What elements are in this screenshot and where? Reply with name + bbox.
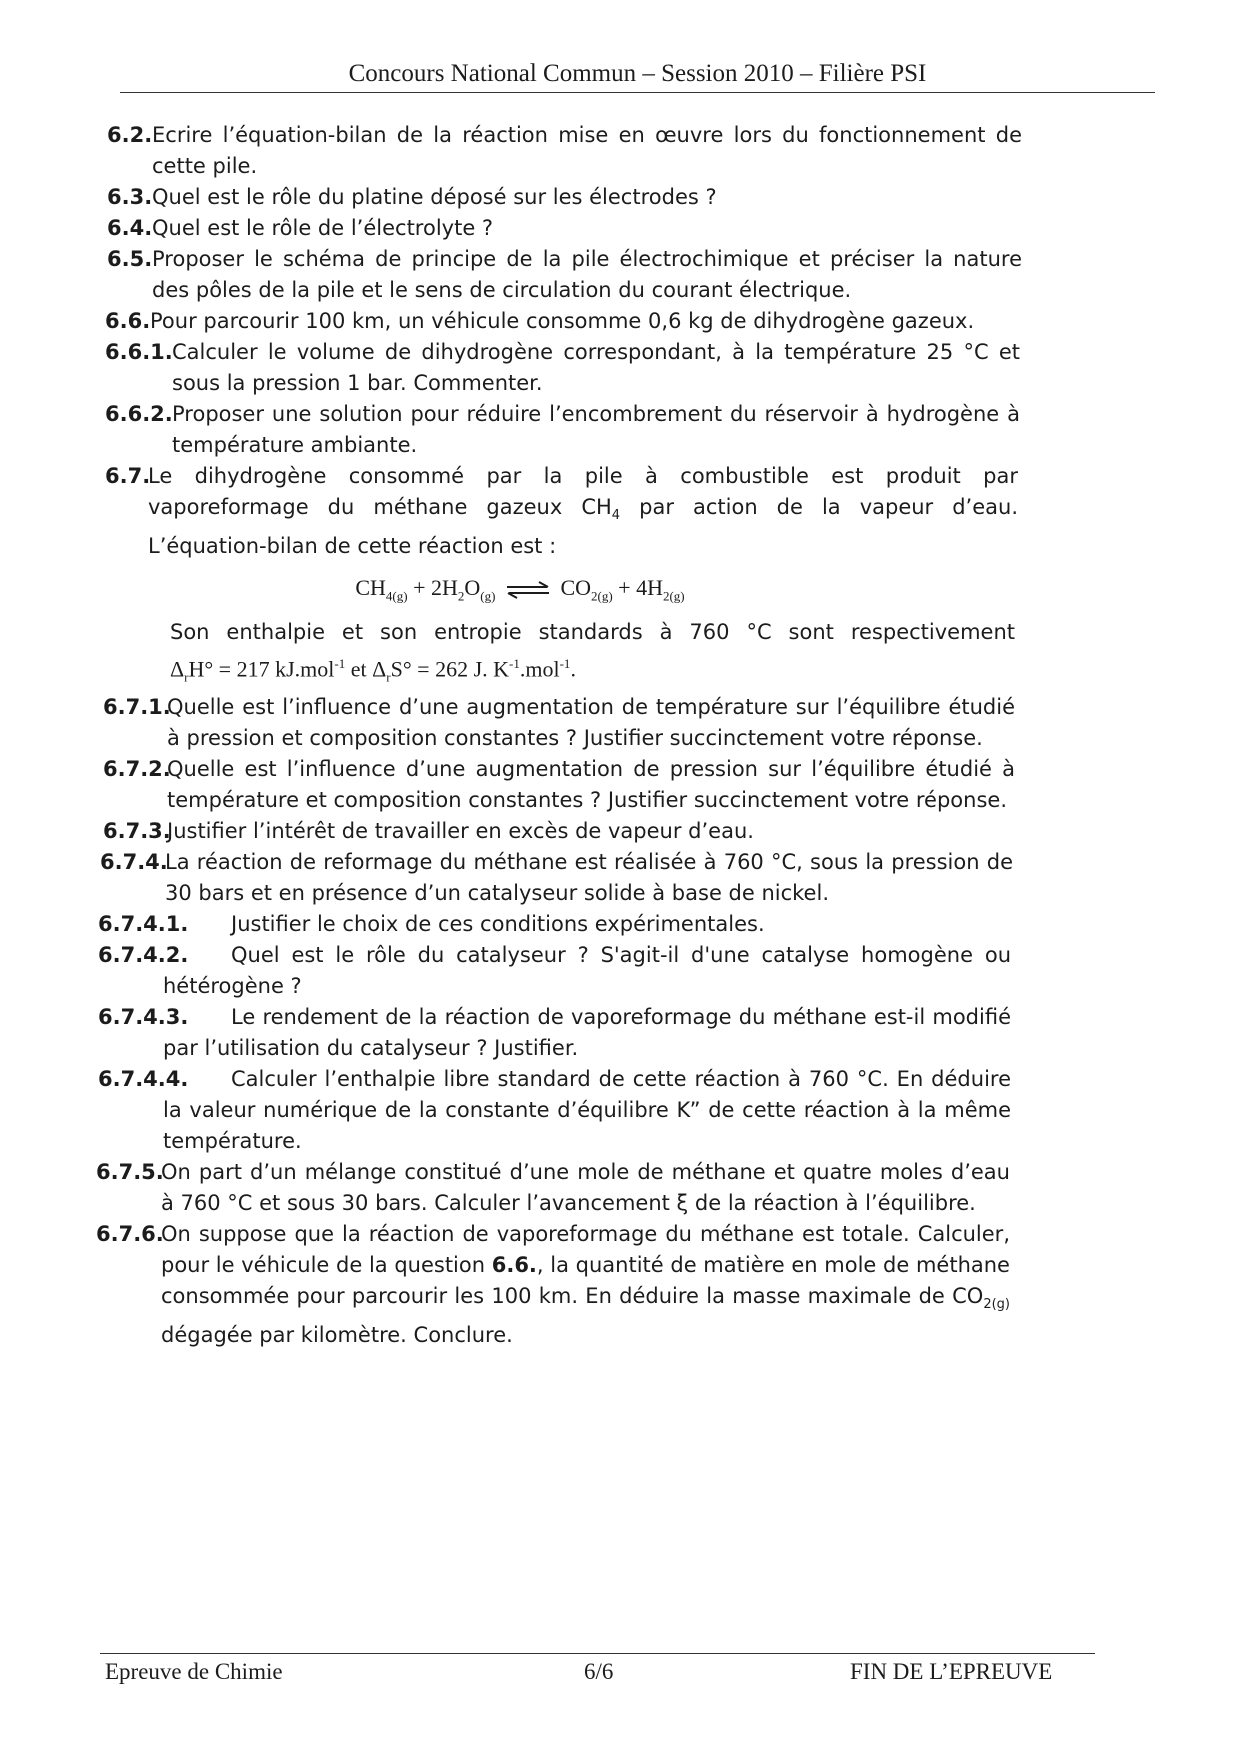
question-text: Quelle est l’influence d’une augmentation de pression sur l’équilibre étudié à température et composition constantes ? Justifier succinctement votre réponse.	[167, 757, 1015, 813]
question-6-7-4-4	[98, 1064, 1011, 1157]
footer-rule	[100, 1653, 1095, 1654]
question-6-7-3	[103, 816, 1015, 847]
question-6-7-5	[96, 1157, 1010, 1219]
question-number: 6.3.	[107, 185, 153, 209]
question-number: 6.7.4.	[100, 850, 168, 875]
question-number: 6.7.4.4.	[98, 1067, 189, 1092]
question-number: 6.7.	[105, 464, 151, 488]
question-text: Justifier le choix de ces conditions expérimentales.	[231, 912, 765, 937]
equilibrium-arrow-icon	[505, 581, 551, 599]
question-text: La réaction de reformage du méthane est réalisée à 760 °C, sous la pression de 30 bars et en présence d’un catalyseur solide à base de nickel.	[165, 850, 1013, 906]
question-number: 6.7.3.	[103, 819, 171, 844]
question-text: Calculer le volume de dihydrogène correspondant, à la température 25 °C et sous la pression 1 bar. Commenter.	[172, 340, 1020, 395]
thermo-intro: Son enthalpie et son entropie standards à 760 °C sont respectivement	[170, 619, 1015, 644]
question-text: Quel est le rôle du catalyseur ? S'agit-il d'une catalyse homogène ou hétérogène ?	[163, 943, 1011, 999]
question-6-7-2	[103, 754, 1015, 816]
footer-right: FIN DE L’EPREUVE	[850, 1659, 1053, 1684]
question-number: 6.7.2.	[103, 757, 171, 782]
question-text: On part d’un mélange constitué d’une mole de méthane et quatre moles d’eau à 760 °C et sous 30 bars. Calculer l’avancement ξ de la réaction à l’équilibre.	[161, 1160, 1010, 1216]
question-6-7-1	[103, 692, 1015, 754]
question-6-7-4	[100, 847, 1013, 909]
question-number: 6.6.2.	[105, 402, 173, 426]
question-6-7-4-2	[98, 940, 1011, 1002]
question-6-7-4-3	[98, 1002, 1011, 1064]
footer-left: Epreuve de Chimie	[105, 1659, 283, 1684]
question-text: Pour parcourir 100 km, un véhicule consomme 0,6 kg de dihydrogène gazeux.	[150, 309, 975, 333]
question-number: 6.7.5.	[96, 1160, 164, 1185]
question-number: 6.7.4.1.	[98, 912, 189, 937]
question-number: 6.7.6.	[96, 1222, 164, 1247]
question-6-3	[107, 182, 1022, 213]
question-6-7-4-1	[98, 909, 1011, 940]
footer-page-number: 6/6	[584, 1659, 614, 1684]
question-number: 6.6.1.	[105, 340, 173, 364]
exam-content	[0, 120, 1246, 1351]
page-header: Concours National Commun – Session 2010 – Filière PSI	[348, 60, 927, 87]
question-text: Quel est le rôle de l’électrolyte ?	[152, 216, 494, 240]
question-6-5	[107, 244, 1022, 306]
question-text: Le rendement de la réaction de vaporeformage du méthane est-il modifié par l’utilisation du catalyseur ? Justifier.	[163, 1005, 1011, 1061]
question-number: 6.7.1.	[103, 695, 171, 720]
thermo-values: $\Delta_rH^\circ = 217$ kJ.mol$^{-1}$ et $\Delta_rS^\circ = 262$ J. $K^{-1}.mol^{-1}$.	[170, 655, 576, 685]
question-number: 6.4.	[107, 216, 153, 240]
question-text: Calculer l’enthalpie libre standard de cette réaction à 760 °C. En déduire la valeur numérique de la constante d’équilibre K” de cette réaction à la même température.	[163, 1067, 1011, 1154]
question-6-6-2	[105, 399, 1020, 461]
question-text: Le dihydrogène consommé par la pile à combustible est produit par vaporeformage du méthane gazeux $CH_4$ par action de la vapeur d’eau. L’équation-bilan de cette réaction est :	[148, 464, 1018, 559]
question-number: 6.5.	[107, 247, 153, 271]
question-reference: 6.6.	[491, 1253, 537, 1278]
question-number: 6.7.4.3.	[98, 1005, 189, 1030]
reaction-equation: $CH_{4(g)} + 2H_2O_{(g)}$ $CO_{2(g)} + 4H_{2(g)}$	[355, 575, 685, 604]
question-text: Quelle est l’influence d’une augmentation de température sur l’équilibre étudié à pression et composition constantes ? Justifier succinctement votre réponse.	[167, 695, 1015, 751]
question-text: On suppose que la réaction de vaporeformage du méthane est totale. Calculer, pour le véhicule de la question 6.6., la quantité de matière en mole de méthane consommée pour parcourir les 100 km. En déduire la masse maximale de $CO_{2(g)}$ dégagée par kilomètre. Conclure.	[161, 1222, 1010, 1348]
question-text: Proposer une solution pour réduire l’encombrement du réservoir à hydrogène à température ambiante.	[172, 402, 1020, 457]
question-6-2	[107, 120, 1022, 182]
question-6-7-6	[96, 1219, 1010, 1351]
question-6-6-1	[105, 337, 1020, 399]
question-6-4	[107, 213, 1022, 244]
question-number: 6.6.	[105, 309, 151, 333]
question-6-6	[105, 306, 1022, 337]
thermo-data	[170, 617, 1015, 693]
question-number: 6.7.4.2.	[98, 943, 189, 968]
question-text: Proposer le schéma de principe de la pile électrochimique et préciser la nature des pôles de la pile et le sens de circulation du courant électrique.	[152, 247, 1022, 302]
question-text: Quel est le rôle du platine déposé sur les électrodes ?	[152, 185, 717, 209]
question-number: 6.2.	[107, 123, 153, 147]
question-text: Justifier l’intérêt de travailler en excès de vapeur d’eau.	[167, 819, 754, 844]
question-6-7	[105, 461, 1018, 562]
header-rule	[120, 92, 1155, 93]
question-text: Ecrire l’équation-bilan de la réaction mise en œuvre lors du fonctionnement de cette pile.	[152, 123, 1022, 178]
